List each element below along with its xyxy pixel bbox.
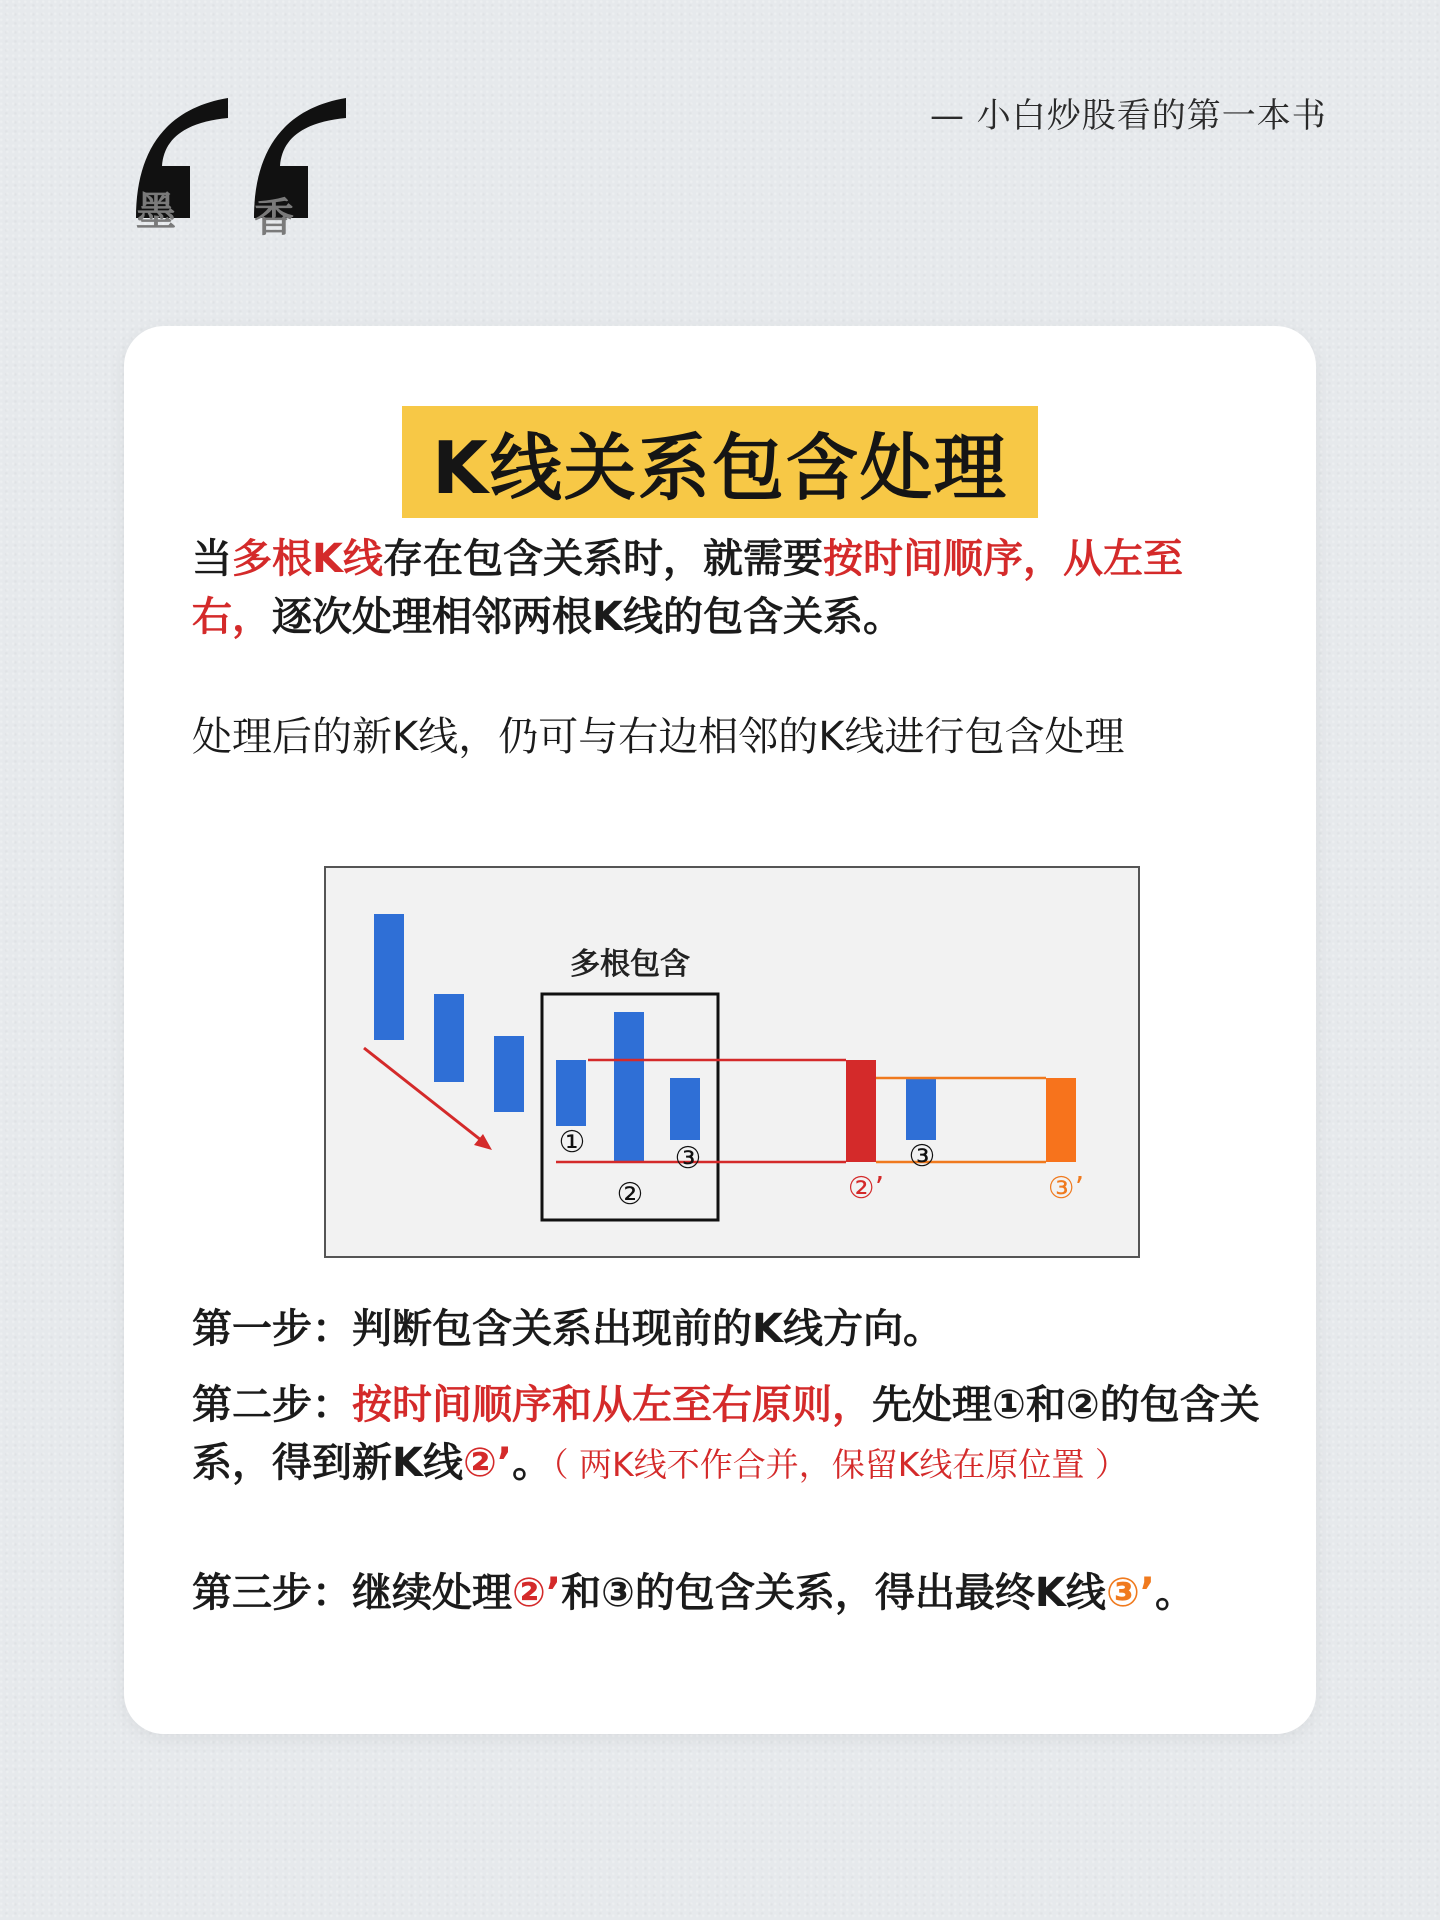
marker-2-prime: ②’: [847, 1171, 885, 1206]
candle-bar-b: [434, 994, 464, 1082]
step-3-marker-b: ③’: [1105, 1570, 1155, 1616]
marker-3: ③: [674, 1141, 702, 1176]
marker-3-prime: ③’: [1047, 1171, 1085, 1206]
logo-char-xiang: 香: [254, 195, 294, 241]
step-2-text: 先处理①和②的包含关系，得到新K线: [192, 1382, 1260, 1486]
step-3: [192, 1564, 1262, 1622]
intro-highlight-2: 按时间顺序，从左至右，: [192, 536, 1183, 640]
step-2-highlight: 按时间顺序和从左至右原则，: [352, 1382, 872, 1428]
book-subtitle: — 小白炒股看的第一本书: [930, 96, 1327, 136]
content-card: [124, 326, 1316, 1734]
step-3-label: 第三步：继续处理: [192, 1570, 512, 1616]
intro-paragraph: [192, 530, 1262, 646]
note-paragraph: 处理后的新K线，仍可与右边相邻的K线进行包含处理: [192, 714, 1125, 760]
intro-text-2: 存在包含关系时，就需要: [383, 536, 823, 582]
step-2-label: 第二步：: [192, 1382, 352, 1428]
kline-diagram: [324, 866, 1140, 1258]
step-2-marker: ②’: [463, 1440, 513, 1486]
intro-text-3: 逐次处理相邻两根K线的包含关系。: [272, 594, 903, 640]
marker-1: ①: [558, 1125, 586, 1160]
group-label: 多根包含: [570, 947, 690, 982]
step-3-period: 。: [1155, 1570, 1195, 1616]
intro-highlight-1: 多根K线: [232, 536, 383, 582]
page-title: K线关系包含处理: [402, 406, 1038, 518]
step-1: 第一步：判断包含关系出现前的K线方向。: [192, 1306, 943, 1352]
step-2-note: （ 两K线不作合并，保留K线在原位置 ）: [552, 1445, 1128, 1484]
step-3-text: 和③的包含关系，得出最终K线: [561, 1570, 1106, 1616]
step-3-marker-a: ②’: [512, 1570, 562, 1616]
intro-text-1: 当: [192, 536, 232, 582]
trend-arrow-line: [364, 1048, 486, 1144]
marker-2: ②: [616, 1177, 644, 1212]
step-2: [192, 1376, 1262, 1492]
candle-2-prime: [846, 1060, 876, 1162]
candle-1: [556, 1060, 586, 1126]
quote-mark-logo: [128, 88, 358, 248]
candle-3: [670, 1078, 700, 1140]
candle-bar-a: [374, 914, 404, 1040]
step-2-period: 。: [512, 1440, 553, 1486]
candle-2: [614, 1012, 644, 1162]
candle-bar-c: [494, 1036, 524, 1112]
marker-3-right: ③: [908, 1139, 936, 1174]
candle-3-right: [906, 1078, 936, 1140]
candle-3-prime: [1046, 1078, 1076, 1162]
logo-char-mo: 墨: [136, 189, 176, 235]
